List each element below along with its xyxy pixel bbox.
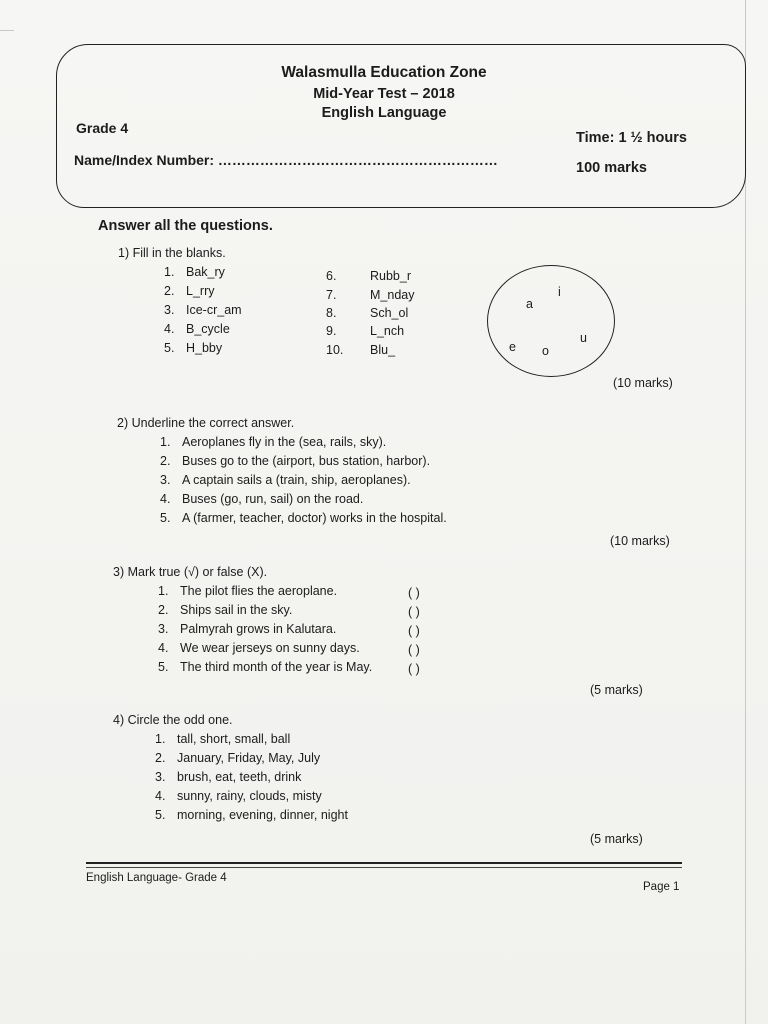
footer-rule bbox=[86, 862, 682, 864]
q1-item[interactable] bbox=[326, 269, 411, 283]
item-text: A (farmer, teacher, doctor) works in the hospital. bbox=[182, 511, 447, 525]
q3-item[interactable] bbox=[158, 603, 292, 617]
item-number: 4. bbox=[155, 789, 166, 803]
q3-item[interactable] bbox=[158, 641, 360, 655]
item-number: 6. bbox=[326, 269, 337, 283]
vowel-letter: u bbox=[580, 331, 587, 345]
q1-item[interactable] bbox=[164, 284, 214, 298]
q1-item[interactable] bbox=[164, 341, 222, 355]
page-number: Page 1 bbox=[643, 881, 680, 893]
total-marks: 100 marks bbox=[576, 160, 647, 176]
q1-item[interactable] bbox=[164, 265, 225, 279]
q1-item[interactable] bbox=[326, 306, 408, 320]
instruction: Answer all the questions. bbox=[98, 218, 273, 234]
q2-item[interactable] bbox=[160, 435, 386, 449]
item-text: Sch_ol bbox=[370, 306, 409, 320]
item-number: 2. bbox=[158, 603, 169, 617]
school-name: Walasmulla Education Zone bbox=[281, 64, 487, 81]
item-text: M_nday bbox=[370, 288, 415, 302]
item-text: Bak_ry bbox=[186, 265, 225, 279]
item-number: 7. bbox=[326, 288, 337, 302]
answer-box[interactable]: ( ) bbox=[408, 643, 420, 657]
item-number: 3. bbox=[164, 303, 175, 317]
answer-box[interactable]: ( ) bbox=[408, 605, 420, 619]
item-text: Buses (go, run, sail) on the road. bbox=[182, 492, 364, 506]
q4-title: 4) Circle the odd one. bbox=[113, 713, 233, 727]
item-number: 5. bbox=[158, 660, 169, 674]
q2-marks: (10 marks) bbox=[610, 534, 670, 548]
test-title: Mid-Year Test – 2018 bbox=[313, 86, 455, 102]
item-number: 5. bbox=[160, 511, 171, 525]
q2-item[interactable] bbox=[160, 511, 447, 525]
item-number: 9. bbox=[326, 324, 337, 338]
item-number: 1. bbox=[160, 435, 171, 449]
item-text: The third month of the year is May. bbox=[180, 660, 373, 674]
item-text: sunny, rainy, clouds, misty bbox=[177, 789, 322, 803]
item-text: morning, evening, dinner, night bbox=[177, 808, 348, 822]
answer-box[interactable]: ( ) bbox=[408, 624, 420, 638]
q2-item[interactable] bbox=[160, 473, 411, 487]
q2-item[interactable] bbox=[160, 454, 430, 468]
item-text: H_bby bbox=[186, 341, 223, 355]
item-text: A captain sails a (train, ship, aeroplanes). bbox=[182, 473, 411, 487]
item-number: 1. bbox=[155, 732, 166, 746]
item-number: 4. bbox=[160, 492, 171, 506]
item-number: 5. bbox=[155, 808, 166, 822]
q3-title: 3) Mark true (√) or false (X). bbox=[113, 565, 268, 579]
vowel-letter: e bbox=[509, 340, 516, 354]
item-number: 4. bbox=[164, 322, 175, 336]
q1-item[interactable] bbox=[326, 343, 395, 357]
item-text: Aeroplanes fly in the (sea, rails, sky). bbox=[182, 435, 387, 449]
item-number: 10. bbox=[326, 343, 344, 357]
item-text: B_cycle bbox=[186, 322, 230, 336]
item-text: The pilot flies the aeroplane. bbox=[180, 584, 338, 598]
q3-item[interactable] bbox=[158, 584, 337, 598]
footer-subject: English Language- Grade 4 bbox=[86, 872, 227, 884]
item-text: Ice-cr_am bbox=[186, 303, 242, 317]
item-text: L_rry bbox=[186, 284, 215, 298]
item-text: Rubb_r bbox=[370, 269, 411, 283]
q1-title: 1) Fill in the blanks. bbox=[118, 246, 226, 260]
scan-artifact bbox=[0, 30, 14, 31]
q1-item[interactable] bbox=[164, 303, 242, 317]
item-number: 2. bbox=[164, 284, 175, 298]
item-text: January, Friday, May, July bbox=[177, 751, 321, 765]
item-text: Blu_ bbox=[370, 343, 396, 357]
q4-item[interactable] bbox=[155, 808, 348, 822]
item-number: 3. bbox=[155, 770, 166, 784]
q4-item[interactable] bbox=[155, 751, 320, 765]
item-number: 4. bbox=[158, 641, 169, 655]
q4-item[interactable] bbox=[155, 732, 290, 746]
q1-item[interactable] bbox=[326, 324, 404, 338]
time-label: Time: 1 ½ hours bbox=[576, 130, 687, 146]
item-text: brush, eat, teeth, drink bbox=[177, 770, 302, 784]
q3-marks: (5 marks) bbox=[590, 683, 643, 697]
q3-item[interactable] bbox=[158, 622, 336, 636]
grade-label: Grade 4 bbox=[76, 120, 129, 136]
item-number: 2. bbox=[155, 751, 166, 765]
item-number: 3. bbox=[160, 473, 171, 487]
q2-title: 2) Underline the correct answer. bbox=[117, 416, 295, 430]
item-number: 3. bbox=[158, 622, 169, 636]
answer-box[interactable]: ( ) bbox=[408, 662, 420, 676]
answer-box[interactable]: ( ) bbox=[408, 586, 420, 600]
item-number: 1. bbox=[164, 265, 175, 279]
q2-item[interactable] bbox=[160, 492, 363, 506]
q4-marks: (5 marks) bbox=[590, 832, 643, 846]
q4-item[interactable] bbox=[155, 789, 322, 803]
item-number: 5. bbox=[164, 341, 175, 355]
item-text: tall, short, small, ball bbox=[177, 732, 291, 746]
item-number: 8. bbox=[326, 306, 337, 320]
vowel-letter: o bbox=[542, 344, 549, 358]
footer-rule bbox=[86, 867, 682, 868]
item-text: L_nch bbox=[370, 324, 405, 338]
q4-item[interactable] bbox=[155, 770, 301, 784]
item-text: Palmyrah grows in Kalutara. bbox=[180, 622, 337, 636]
subject-title: English Language bbox=[321, 105, 447, 121]
vowel-letter: a bbox=[526, 297, 533, 311]
vowel-letter: i bbox=[558, 285, 561, 299]
name-index-field[interactable]: Name/Index Number: …………………………………………………… bbox=[74, 152, 498, 168]
q1-marks: (10 marks) bbox=[613, 376, 673, 390]
item-text: We wear jerseys on sunny days. bbox=[180, 641, 360, 655]
item-text: Buses go to the (airport, bus station, harbor). bbox=[182, 454, 431, 468]
item-number: 1. bbox=[158, 584, 169, 598]
q1-item[interactable] bbox=[164, 322, 230, 336]
vowel-circle bbox=[487, 265, 615, 377]
item-number: 2. bbox=[160, 454, 171, 468]
q1-item[interactable] bbox=[326, 288, 414, 302]
q3-item[interactable] bbox=[158, 660, 372, 674]
item-text: Ships sail in the sky. bbox=[180, 603, 293, 617]
